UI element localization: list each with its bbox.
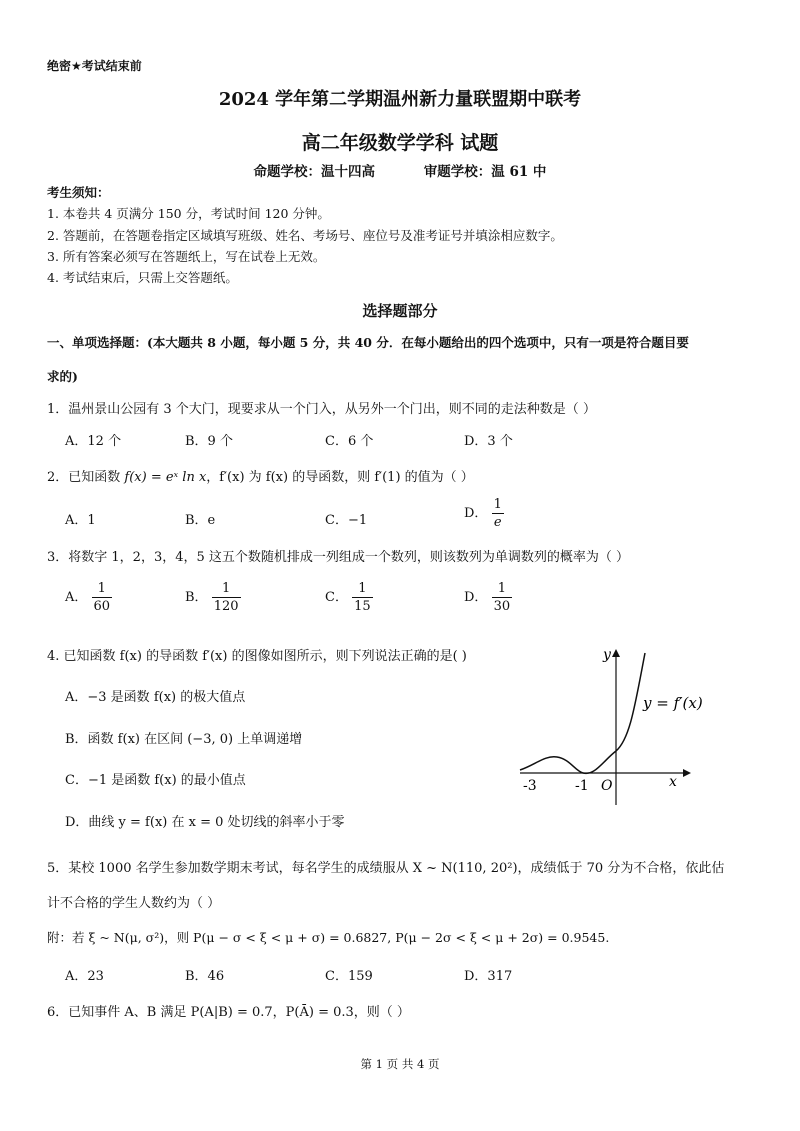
- propose-school: 命题学校：温十四高: [253, 164, 376, 180]
- exam-subtitle: 高二年级数学学科 试题: [301, 132, 499, 154]
- q2-option-d: [464, 496, 504, 531]
- question-2-stem: [47, 466, 474, 485]
- q4-option-b: B．函数 f(x) 在区间 (−3, 0) 上单调递增: [65, 732, 303, 747]
- question-5-hint: 附：若 ξ ~ N(μ, σ²)，则 P(μ − σ < ξ < μ + σ) = 0.6827, P(μ − 2σ < ξ < μ + 2σ) = 0.9545.: [47, 930, 610, 945]
- question-1-stem: 1．温州景山公园有 3 个大门，现要求从一个门入，从另外一个门出，则不同的走法种数是（ ）: [47, 402, 596, 417]
- q3-option-a: A． $\frac{1}{60}$: [65, 581, 111, 614]
- tick-label-neg1: -1: [575, 778, 589, 794]
- q1-option-c: C．6 个: [325, 434, 374, 449]
- fraction: $\frac{1}{120}$: [213, 581, 239, 614]
- question-3-stem: 3．将数字 1，2，3，4，5 这五个数随机排成一列组成一个数列，则该数列为单调数列的概率为（ ）: [47, 550, 630, 565]
- fraction: $\frac{1}{e}$: [493, 497, 502, 530]
- fraction: $\frac{1}{30}$: [493, 581, 511, 614]
- fraction: $\frac{1}{15}$: [354, 581, 371, 614]
- part-heading: 一、单项选择题：(本大题共 8 小题，每小题 5 分，共 40 分．在每小题给出的四个选项中，只有一项是符合题目要: [47, 335, 689, 350]
- q1-option-b: B．9 个: [185, 434, 233, 449]
- notice-item: 4. 考试结束后，只需上交答题纸。: [47, 270, 238, 285]
- q3-option-b: B． $\frac{1}{120}$: [185, 581, 239, 614]
- question-5-stem-cont: 计不合格的学生人数约为（ ）: [47, 896, 221, 911]
- q2-option-c: C．−1: [325, 513, 368, 528]
- part-heading-cont: 求的): [47, 369, 78, 384]
- notice-item: 3. 所有答案必须写在答题纸上，写在试卷上无效。: [47, 249, 326, 264]
- question-6-stem: 6．已知事件 A、B 满足 P(A|B) = 0.7，P(Ā) = 0.3，则（ ）: [47, 1005, 410, 1020]
- y-axis-label: y: [603, 647, 611, 663]
- notice-heading: 考生须知：: [47, 185, 110, 200]
- section-title: 选择题部分: [362, 302, 438, 320]
- q2-option-a: A．1: [65, 513, 96, 528]
- q2-option-d-label: D．: [464, 506, 488, 521]
- q2-stem-end: ，f′(x) 为 f(x) 的导函数，则 f′(1) 的值为（ ）: [206, 470, 474, 485]
- q1-option-d: D．3 个: [464, 434, 513, 449]
- confidential-mark: 绝密★考试结束前: [47, 59, 142, 73]
- school-info: [0, 160, 800, 180]
- fraction: $\frac{1}{60}$: [93, 581, 111, 614]
- curve-label: y = f′(x): [643, 694, 703, 712]
- q5-option-b: B．46: [185, 969, 225, 984]
- x-axis-label: x: [669, 774, 677, 790]
- tick-label-neg3: -3: [523, 778, 537, 794]
- q2-option-b: B．e: [185, 513, 216, 528]
- review-school: 审题学校：温 61 中: [423, 164, 547, 180]
- q1-option-a: A．12 个: [65, 434, 122, 449]
- q4-option-d: D．曲线 y = f(x) 在 x = 0 处切线的斜率小于零: [65, 815, 345, 830]
- q2-stem-start: 2．已知函数: [47, 470, 125, 485]
- derivative-curve: [520, 653, 645, 773]
- page-footer: 第 1 页 共 4 页: [360, 1057, 440, 1071]
- q5-option-d: D．317: [464, 969, 513, 984]
- q5-option-c: C．159: [325, 969, 373, 984]
- q5-option-a: A．23: [65, 969, 104, 984]
- q3-option-d: D． $\frac{1}{30}$: [464, 581, 511, 614]
- q4-option-c: C．−1 是函数 f(x) 的最小值点: [65, 773, 246, 788]
- derivative-graph: [515, 645, 715, 810]
- origin-label: O: [601, 778, 613, 794]
- x-axis-arrow: [683, 769, 691, 777]
- q3-option-c: C． $\frac{1}{15}$: [325, 581, 371, 614]
- question-4-stem: 4. 已知函数 f(x) 的导函数 f′(x) 的图像如图所示，则下列说法正确的是( ): [47, 649, 467, 664]
- notice-item: 1. 本卷共 4 页满分 150 分，考试时间 120 分钟。: [47, 206, 330, 221]
- q2-function: f(x) = eˣ ln x: [124, 470, 207, 485]
- notice-item: 2. 答题前，在答题卷指定区域填写班级、姓名、考场号、座位号及准考证号并填涂相应数字。: [47, 228, 563, 243]
- y-axis-arrow: [612, 649, 620, 657]
- question-5-stem: 5．某校 1000 名学生参加数学期末考试，每名学生的成绩服从 X ~ N(110, 20²)，成绩低于 70 分为不合格，依此估: [47, 861, 725, 876]
- q4-option-a: A．−3 是函数 f(x) 的极大值点: [65, 690, 246, 705]
- exam-title: 2024 学年第二学期温州新力量联盟期中联考: [218, 89, 582, 110]
